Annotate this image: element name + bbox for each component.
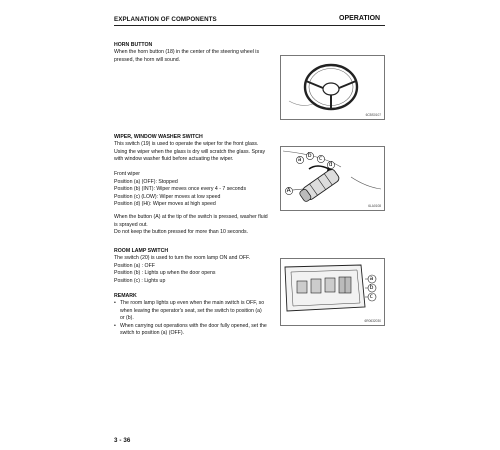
remark-item: • When carrying out operations with the door fully opened, set the switch to position (a) (OFF).: [114, 323, 267, 338]
callout-a: a: [297, 155, 302, 163]
horn-line: When the horn button (18) in the center of the steering wheel is: [114, 49, 260, 55]
header-rule: [114, 25, 385, 26]
callout-c: c: [318, 154, 323, 162]
wiper-line: This switch (19) is used to operate the wiper for the front glass.: [114, 141, 259, 147]
room-lamp-panel-icon: [281, 259, 384, 325]
wiper-position: Position (c) (LOW): Wiper moves at low speed: [114, 193, 221, 200]
chapter-header: OPERATION: [339, 15, 381, 22]
callout-c: c: [369, 292, 373, 300]
washer-line: Do not keep the button pressed for more than 10 seconds.: [114, 229, 249, 236]
front-wiper-positions: [114, 171, 246, 209]
callout-b: b: [307, 151, 312, 159]
callout-a: a: [369, 274, 374, 282]
wiper-switch-icon: [281, 147, 384, 210]
callout-d: d: [328, 160, 333, 168]
remark-title: REMARK: [114, 293, 137, 299]
washer-line: is sprayed out.: [114, 221, 148, 228]
room-lamp-title: ROOM LAMP SWITCH: [114, 248, 169, 254]
room-lamp-position: Position (c) : Lights up: [114, 277, 166, 284]
section-header: EXPLANATION OF COMPONENTS: [114, 16, 217, 23]
wiper-text: [114, 141, 265, 164]
wiper-switch-figure: [280, 146, 385, 211]
wiper-line: with window washer fluid before actuating the wiper.: [114, 156, 234, 163]
room-lamp-figure: [280, 258, 385, 326]
horn-figure-id: 6CBS0107: [365, 113, 381, 117]
horn-line: pressed, the horn will sound.: [114, 56, 181, 63]
callout-b: b: [369, 283, 374, 291]
remark-item: • The room lamp lights up even when the main switch is OFF, so when leaving the operator's seat, set the switch to position (a) or (b).: [114, 300, 267, 323]
wiper-position: Position (b) (INT): Wiper moves once every 4 - 7 seconds: [114, 186, 247, 193]
room-lamp-line: The switch (20) is used to turn the room lamp ON and OFF.: [114, 255, 251, 261]
steering-wheel-figure: [280, 55, 385, 120]
horn-title: HORN BUTTON: [114, 42, 153, 48]
wiper-position: Position (d) (Hi): Wiper moves at high speed: [114, 201, 216, 208]
remark-list: [114, 300, 267, 338]
steering-wheel-icon: [281, 56, 384, 119]
room-lamp-position: Position (b) : Lights up when the door opens: [114, 270, 216, 277]
front-wiper-heading: Front wiper: [114, 171, 140, 177]
wiper-line: Using the wiper when the glass is dry will scratch the glass. Spray: [114, 148, 266, 155]
wiper-title: WIPER, WINDOW WASHER SWITCH: [114, 134, 203, 140]
room-lamp-figure-id: 6R0632030: [364, 319, 381, 323]
callout-A: A: [286, 186, 291, 194]
washer-line: When the button (A) at the tip of the switch is pressed, washer fluid: [114, 214, 268, 220]
washer-text: [114, 214, 268, 237]
page-number: 3 - 36: [114, 437, 131, 444]
wiper-figure-id: 6LA0108: [368, 204, 381, 208]
horn-text: [114, 49, 259, 64]
room-lamp-text: [114, 255, 250, 285]
room-lamp-position: Position (a) : OFF: [114, 262, 155, 269]
wiper-position: Position (a) (OFF): Stopped: [114, 178, 178, 185]
